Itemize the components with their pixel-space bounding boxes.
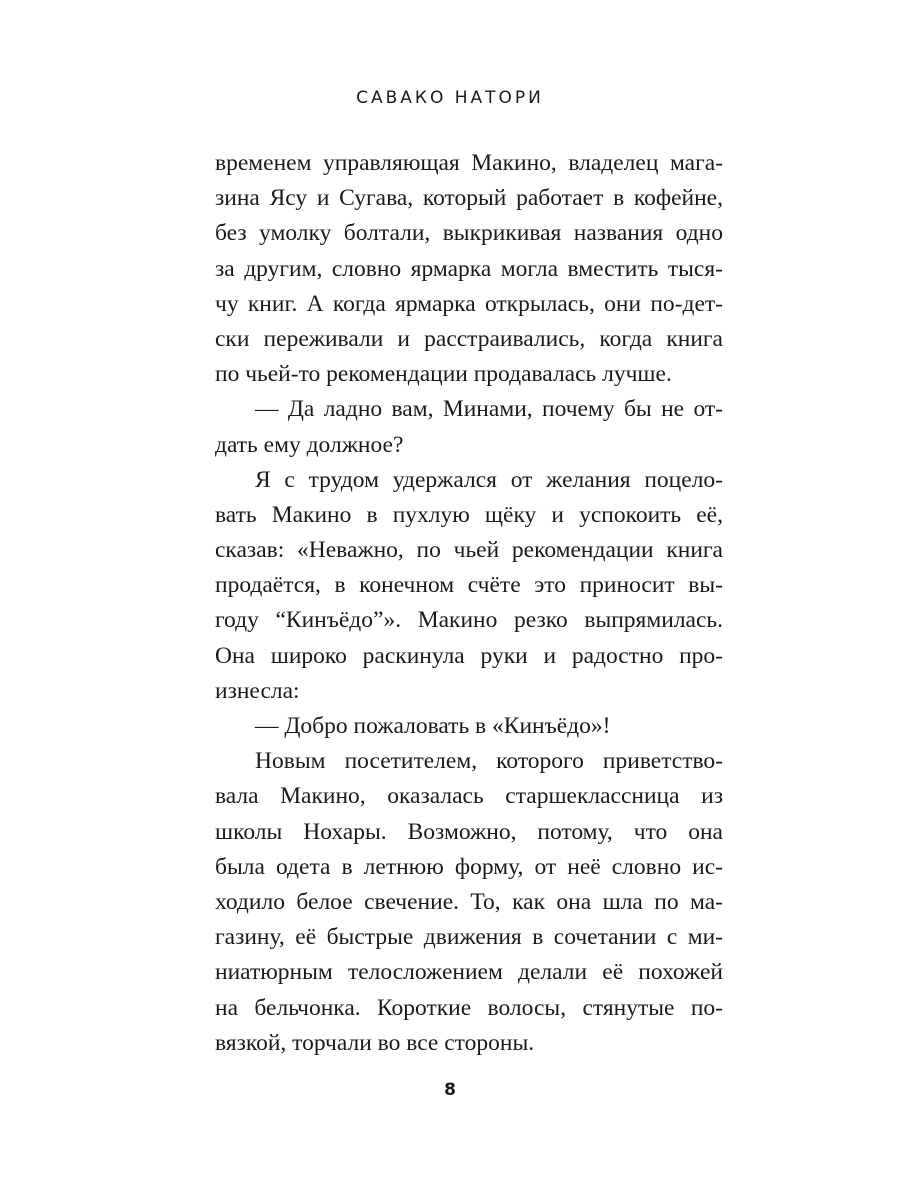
text-line: ски переживали и расстраивались, когда книга [215, 325, 723, 352]
text-line: Она широко раскинула руки и радостно про- [215, 642, 723, 669]
text-line: Новым посетителем, которого приветство- [255, 748, 723, 775]
text-line: — Добро пожаловать в «Кинъёдо»! [255, 713, 611, 739]
text-line: сказав: «Неважно, по чьей рекомендации книга [215, 537, 723, 564]
text-line: временем управляющая Макино, владелец мага- [215, 150, 723, 176]
text-line: вала Макино, оказалась старшеклассница из [215, 783, 723, 810]
text-line: без умолку болтали, выкрикивая названия одно [215, 220, 723, 247]
text-line: газину, её быстрые движения в сочетании с ми- [215, 924, 723, 951]
page-number: 8 [444, 1080, 456, 1100]
text-line: по чьей-то рекомендации продавалась лучше. [215, 361, 672, 388]
text-line: году “Кинъёдо”». Макино резко выпрямилась. [215, 607, 723, 634]
text-line: дать ему должное? [215, 431, 404, 458]
text-line: вязкой, торчали во все стороны. [215, 1029, 535, 1056]
text-line: изнесла: [215, 677, 300, 704]
text-line: была одета в летнюю форму, от неё словно ис- [215, 853, 723, 880]
text-line: — Да ладно вам, Минами, почему бы не от- [255, 396, 723, 423]
text-line: ниатюрным телосложением делали её похожей [215, 959, 723, 986]
text-line: за другим, словно ярмарка могла вместить тыся- [215, 255, 723, 282]
text-line: продаётся, в конечном счёте это приносит вы- [215, 572, 723, 599]
text-line: ходило белое свечение. То, как она шла по ма- [215, 888, 723, 915]
text-line: Я с трудом удержался от желания поцело- [255, 466, 723, 493]
text-line: чу книг. А когда ярмарка открылась, они по-дет- [215, 290, 723, 317]
running-title: САВАКО НАТОРИ [356, 88, 544, 108]
text-line: зина Ясу и Сугава, который работает в кофейне, [215, 185, 723, 212]
text-line: вать Макино в пухлую щёку и успокоить её, [215, 501, 723, 528]
text-line: на бельчонка. Короткие волосы, стянутые по- [215, 994, 723, 1021]
text-line: школы Нохары. Возможно, потому, что она [215, 818, 723, 845]
body-text [215, 146, 723, 1061]
